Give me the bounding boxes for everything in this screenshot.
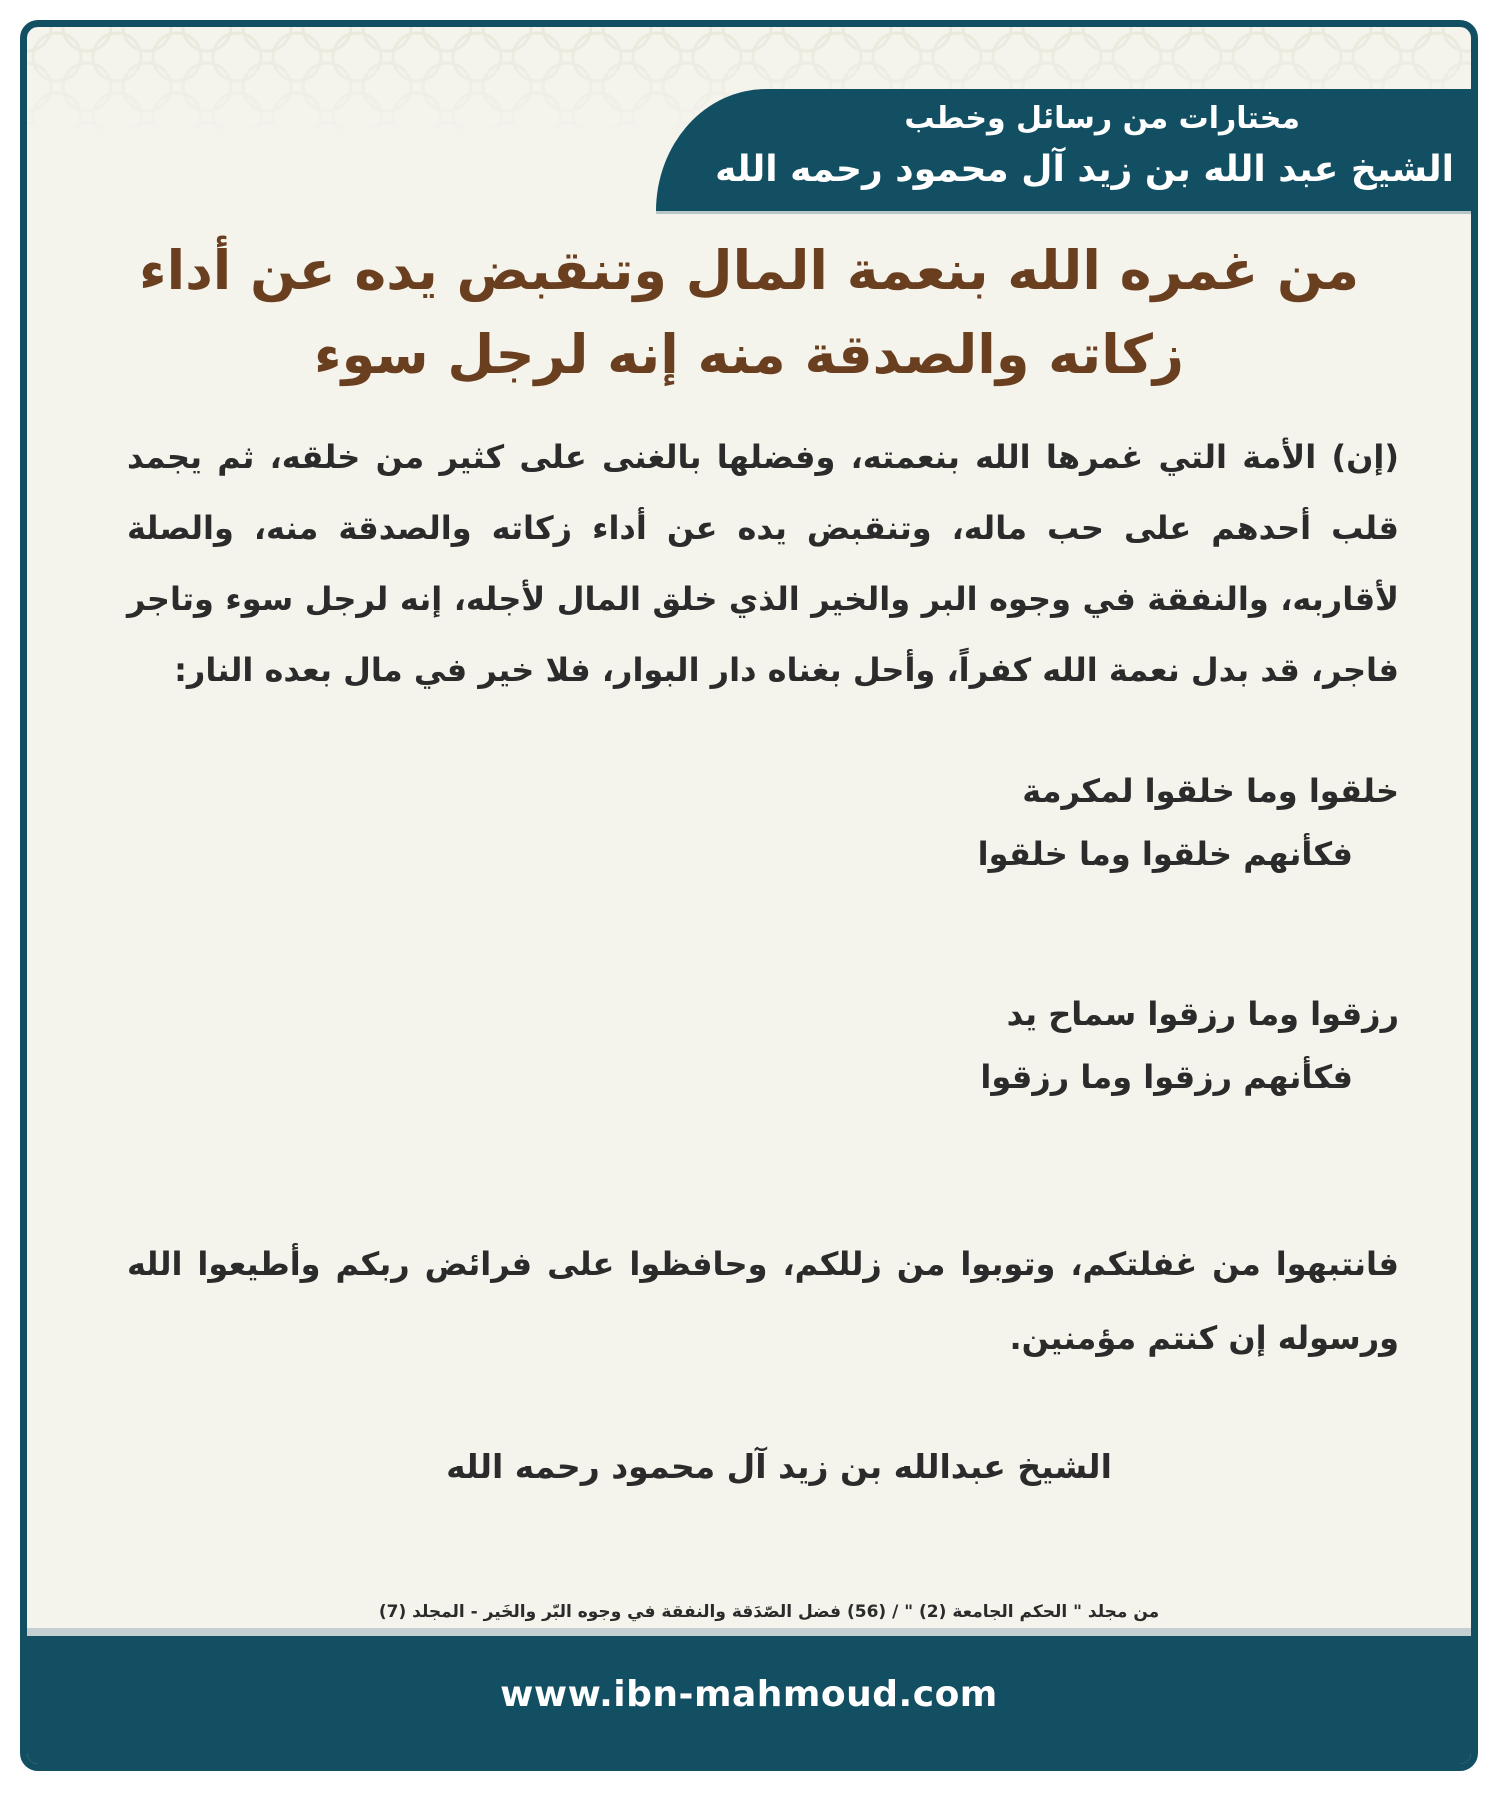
footer-bar bbox=[27, 1636, 1471, 1764]
website-link[interactable]: www.ibn-mahmoud.com bbox=[500, 1674, 998, 1715]
poem-verse-2b: فكأنهم رزقوا وما رزقوا bbox=[980, 1058, 1353, 1096]
closing-paragraph: فانتبهوا من غفلتكم، وتوبوا من زللكم، وحافظوا على فرائض ربكم وأطيعوا الله ورسوله إن كنتم مؤمنين. bbox=[127, 1245, 1399, 1357]
title-line-1: من غمره الله بنعمة المال وتنقبض يده عن أداء bbox=[138, 239, 1360, 302]
series-title: مختارات من رسائل وخطب bbox=[904, 101, 1300, 136]
header-banner bbox=[656, 89, 1478, 211]
poem-verse-2a: رزقوا وما رزقوا سماح يد bbox=[1006, 995, 1399, 1033]
author-name-header: الشيخ عبد الله بن زيد آل محمود رحمه الله bbox=[715, 149, 1454, 190]
poem-verse-1b: فكأنهم خلقوا وما خلقوا bbox=[977, 835, 1353, 873]
signature: الشيخ عبدالله بن زيد آل محمود رحمه الله bbox=[446, 1447, 1112, 1486]
article-card bbox=[20, 20, 1478, 1771]
poem-verse-1a: خلقوا وما خلقوا لمكرمة bbox=[1022, 772, 1399, 810]
title-line-2: زكاته والصدقة منه إنه لرجل سوء bbox=[314, 323, 1184, 386]
article-title bbox=[97, 229, 1401, 397]
source-citation: من مجلد " الحكم الجامعة (2) " / (56) فضل الصّدَقة والنفقة في وجوه البّر والخَير - المجلد (7) bbox=[378, 1602, 1160, 1622]
body-paragraph: (إن) الأمة التي غمرها الله بنعمته، وفضلها بالغنى على كثير من خلقه، ثم يجمد قلب أحدهم على حب ماله، وتنقبض يده عن أداء زكاته والصدقة منه، والصلة لأقاربه، والنفقة في وجوه البر والخير الذي خلق المال لأجله، إنه لرجل سوء وتاجر فاجر، قد بدل نعمة الله كفراً، وأحل بغناه دار البوار، فلا خير في مال بعده النار: bbox=[127, 438, 1399, 689]
